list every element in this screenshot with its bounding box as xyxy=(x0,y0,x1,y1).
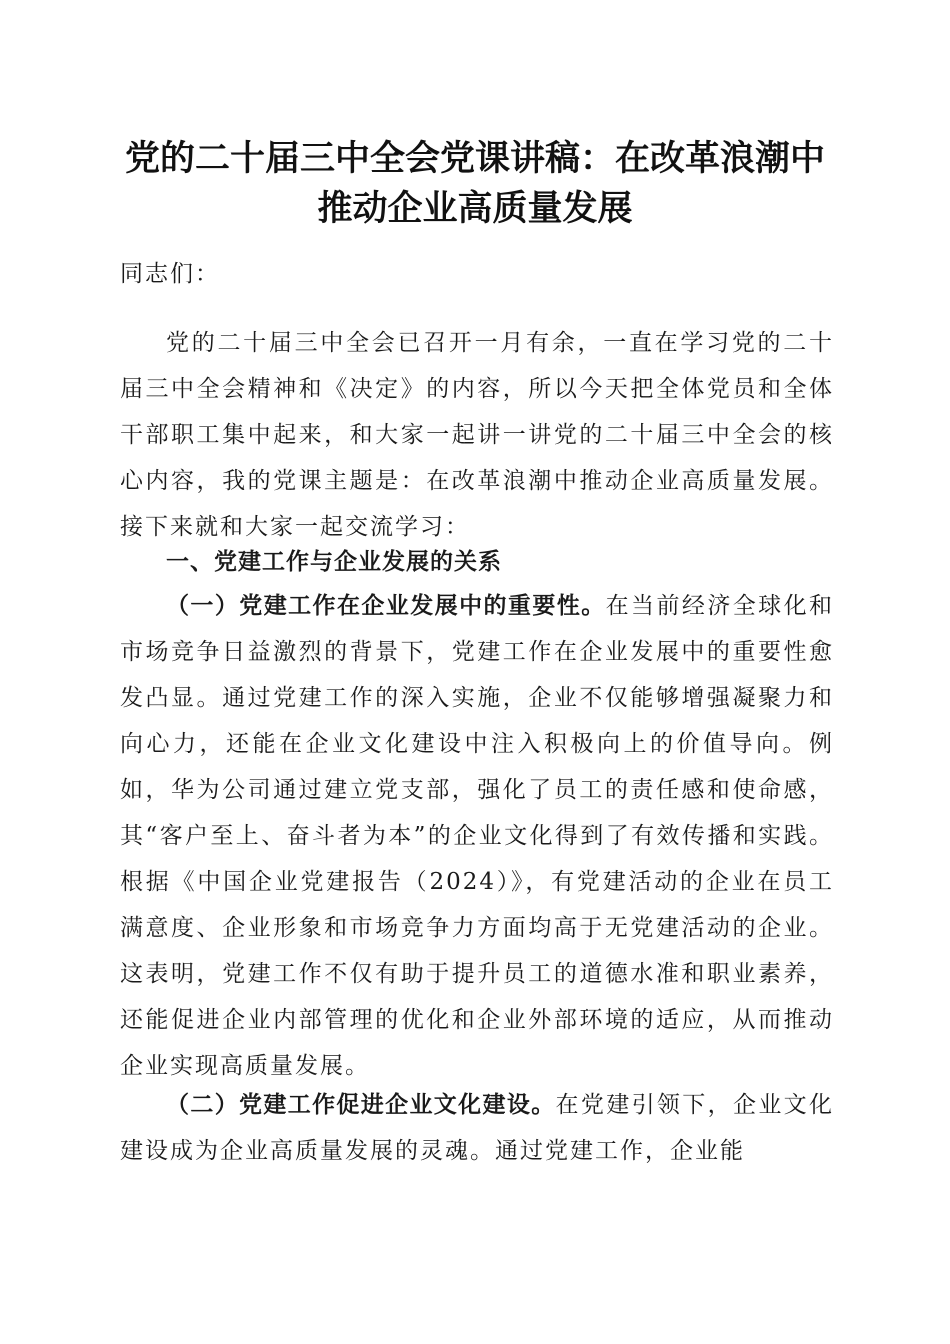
subsection-text-2: 在党建引领下，企业文化建设成为企业高质量发展的灵魂。通过党建工作，企业能 xyxy=(120,1092,835,1164)
subsection-paragraph-2 xyxy=(120,1082,834,1174)
subsection-lead-2: （二）党建工作促进企业文化建设。 xyxy=(166,1092,556,1118)
intro-paragraph: 党的二十届三中全会已召开一月有余，一直在学习党的二十届三中全会精神和《决定》的内容，所以今天把全体党员和全体干部职工集中起来，和大家一起讲一讲党的二十届三中全会的核心内容，我的党课主题是：在改革浪潮中推动企业高质量发展。接下来就和大家一起交流学习： xyxy=(120,330,834,540)
section-heading-1: 一、党建工作与企业发展的关系 xyxy=(166,549,502,575)
document-title-line-1: 党的二十届三中全会党课讲稿：在改革浪潮中 xyxy=(124,138,825,179)
salutation: 同志们： xyxy=(120,261,220,287)
subsection-paragraph-1 xyxy=(120,583,834,1089)
document-title-line-2: 推动企业高质量发展 xyxy=(317,188,633,229)
subsection-lead-1: （一）党建工作在企业发展中的重要性。 xyxy=(166,593,606,619)
subsection-text-1: 在当前经济全球化和市场竞争日益激烈的背景下，党建工作在企业发展中的重要性愈发凸显。通过党建工作的深入实施，企业不仅能够增强凝聚力和向心力，还能在企业文化建设中注入积极向上的价值导向。例如，华为公司通过建立党支部，强化了员工的责任感和使命感，其“客户至上、奋斗者为本”的企业文化得到了有效传播和实践。根据《中国企业党建报告（2024）》，有党建活动的企业在员工满意度、企业形象和市场竞争力方面均高于无党建活动的企业。这表明，党建工作不仅有助于提升员工的道德水准和职业素养，还能促进企业内部管理的优化和企业外部环境的适应，从而推动企业实现高质量发展。 xyxy=(120,593,835,1079)
